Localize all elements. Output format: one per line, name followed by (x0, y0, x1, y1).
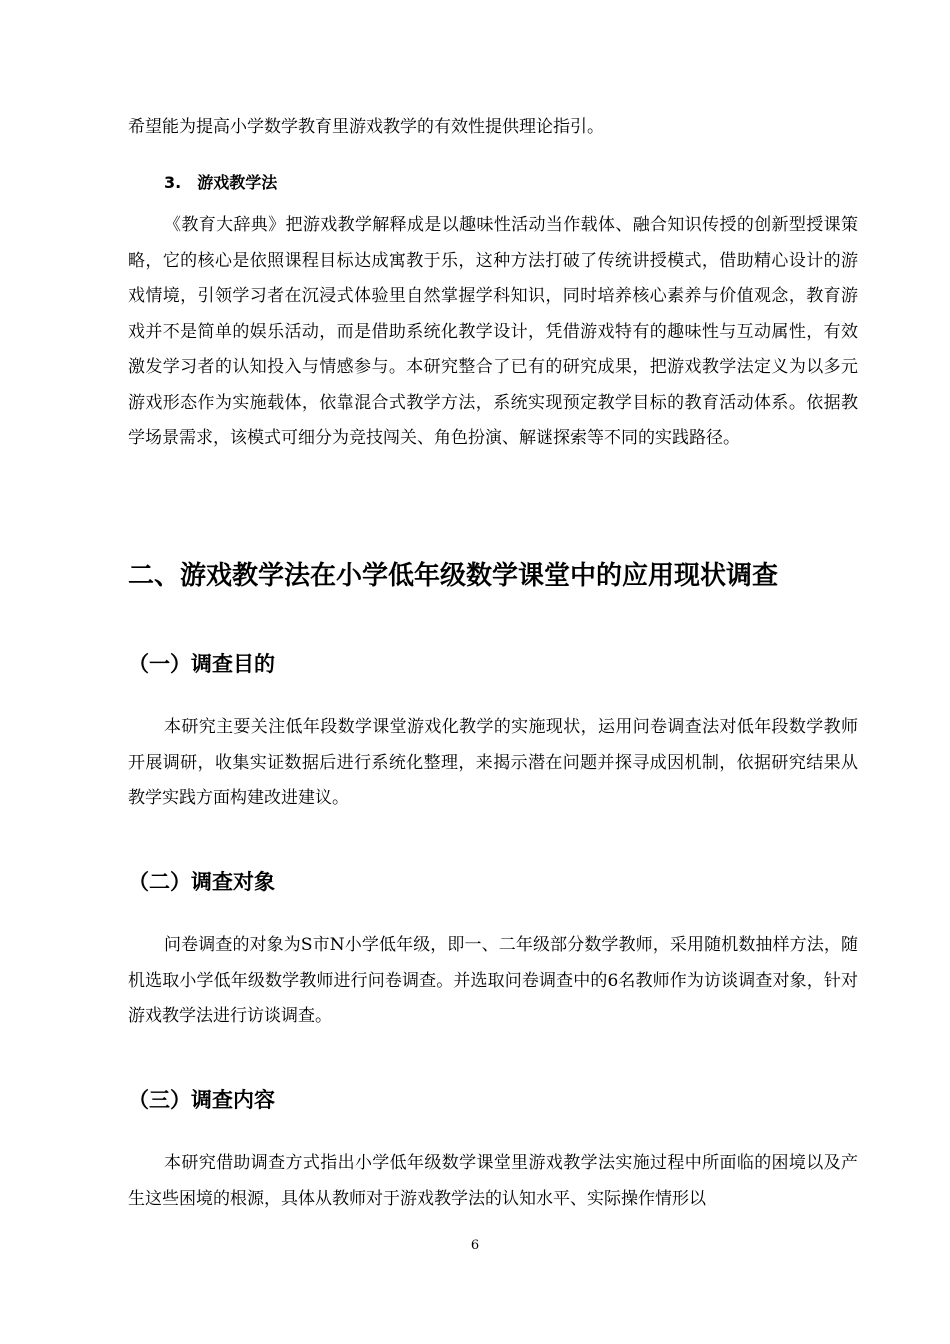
chapter-title: 二、游戏教学法在小学低年级数学课堂中的应用现状调查 (128, 561, 779, 591)
section-subjects-body: 问卷调查的对象为S市N小学低年级，即一、二年级部分数学教师，采用随机数抽样方法，随机选取小学低年级数学教师进行问卷调查。并选取问卷调查中的6名教师作为访谈调查对象，针对游戏教学法进行访谈调查。 (128, 935, 858, 1026)
section-purpose-body: 本研究主要关注低年段数学课堂游戏化教学的实施现状，运用问卷调查法对低年段数学教师开展调研，收集实证数据后进行系统化整理，来揭示潜在问题并探寻成因机制，依据研究结果从教学实践方面构建改进建议。 (128, 717, 858, 808)
section-content-body: 本研究借助调查方式指出小学低年级数学课堂里游戏教学法实施过程中所面临的困境以及产生这些困境的根源，具体从教师对于游戏教学法的认知水平、实际操作情形以 (128, 1153, 858, 1209)
subsection-3-body: 《教育大辞典》把游戏教学解释成是以趣味性活动当作载体、融合知识传授的创新型授课策略，它的核心是依照课程目标达成寓教于乐，这种方法打破了传统讲授模式，借助精心设计的游戏情境，引领学习者在沉浸式体验里自然掌握学科知识，同时培养核心素养与价值观念，教育游戏并不是简单的娱乐活动，而是借助系统化教学设计，凭借游戏特有的趣味性与互动属性，有效激发学习者的认知投入与情感参与。本研究整合了已有的研究成果，把游戏教学法定义为以多元游戏形态作为实施载体，依靠混合式教学方法，系统实现预定教学目标的教育活动体系。依据教学场景需求，该模式可细分为竞技闯关、角色扮演、解谜探索等不同的实践路径。 (128, 215, 858, 448)
page-number: 6 (470, 1238, 480, 1253)
subsection-3-heading: 3. 游戏教学法 (164, 173, 278, 192)
section-subjects-heading: （二）调查对象 (128, 870, 275, 894)
section-content-heading: （三）调查内容 (128, 1088, 275, 1112)
section-purpose-heading: （一）调查目的 (128, 652, 275, 676)
intro-tail-paragraph: 希望能为提高小学数学教育里游戏教学的有效性提供理论指引。 (128, 117, 604, 137)
